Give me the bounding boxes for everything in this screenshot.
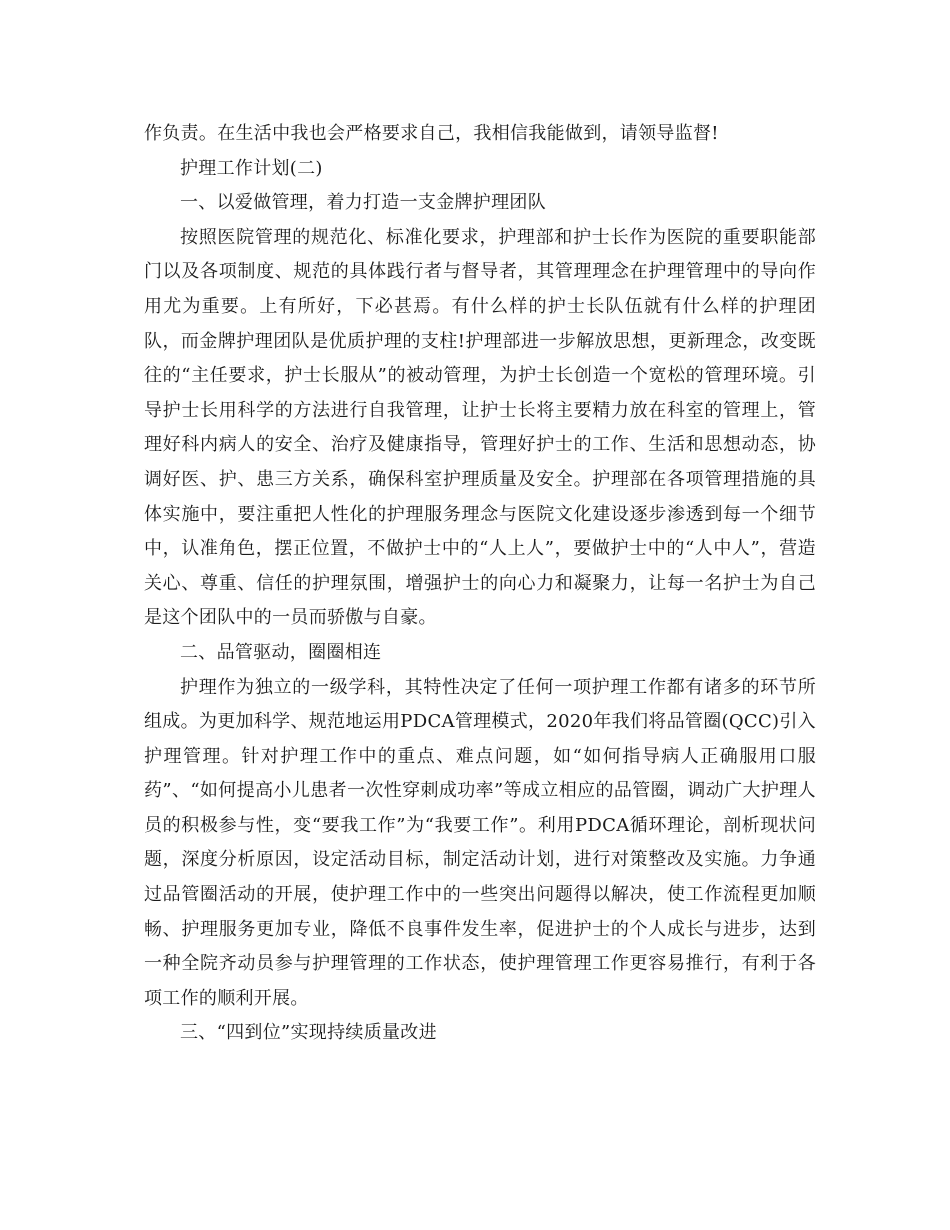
document-body: [144, 117, 816, 1051]
section-heading-1: 一、以爱做管理，着力打造一支金牌护理团队: [180, 192, 546, 214]
plan-title: 护理工作计划(二): [180, 157, 323, 179]
section-body-1: 按照医院管理的规范化、标准化要求，护理部和护士长作为医院的重要职能部门以及各项制度、规范的具体践行者与督导者，其管理理念在护理管理中的导向作用尤为重要。上有所好，下必甚焉。有什么样的护士长队伍就有什么样的护理团队，而金牌护理团队是优质护理的支柱!护理部进一步解放思想，更新理念，改变既往的“主任要求，护士长服从”的被动管理，为护士长创造一个宽松的管理环境。引导护士长用科学的方法进行自我管理，让护士长将主要精力放在科室的管理上，管理好科内病人的安全、治疗及健康指导，管理好护士的工作、生活和思想动态，协调好医、护、患三方关系，确保科室护理质量及安全。护理部在各项管理措施的具体实施中，要注重把人性化的护理服务理念与医院文化建设逐步渗透到每一个细节中，认准角色，摆正位置，不做护士中的“人上人”，要做护士中的“人中人”，营造关心、尊重、信任的护理氛围，增强护士的向心力和凝聚力，让每一名护士为自己是这个团队中的一员而骄傲与自豪。: [144, 226, 816, 629]
section-body-2: 护理作为独立的一级学科，其特性决定了任何一项护理工作都有诸多的环节所组成。为更加科学、规范地运用PDCA管理模式，2020年我们将品管圈(QCC)引入护理管理。针对护理工作中的重点、难点问题，如“如何指导病人正确服用口服药”、“如何提高小儿患者一次性穿刺成功率”等成立相应的品管圈，调动广大护理人员的积极参与性，变“要我工作”为“我要工作”。利用PDCA循环理论，剖析现状问题，深度分析原因，设定活动目标，制定活动计划，进行对策整改及实施。力争通过品管圈活动的开展，使护理工作中的一些突出问题得以解决，使工作流程更加顺畅、护理服务更加专业，降低不良事件发生率，促进护士的个人成长与进步，达到一种全院齐动员参与护理管理的工作状态，使护理管理工作更容易推行，有利于各项工作的顺利开展。: [144, 676, 816, 1009]
continuation-paragraph: 作负责。在生活中我也会严格要求自己，我相信我能做到，请领导监督!: [144, 123, 719, 144]
section-heading-2: 二、品管驱动，圈圈相连: [180, 641, 382, 663]
section-heading-3: 三、“四到位”实现持续质量改进: [180, 1022, 437, 1044]
